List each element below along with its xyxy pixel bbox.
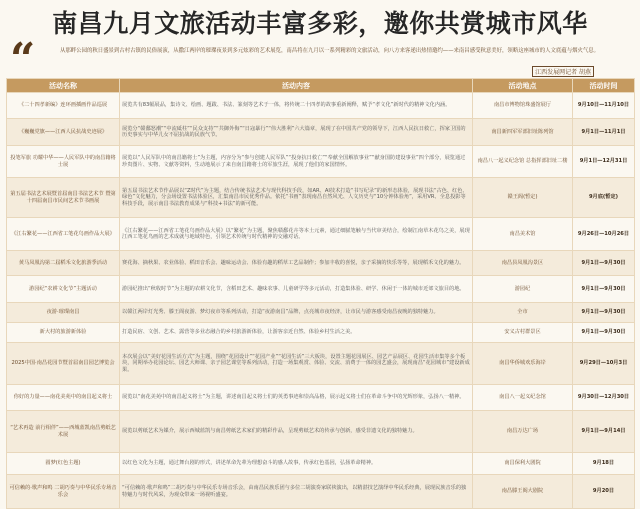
activity-content: 展览以“南花美苑中的南昌起义将士”为主题，讲述南昌起义将士们的英勇事迹和崇高品格，展示起义将士们在革命斗争中的光辉形象，弘扬八一精神。: [120, 385, 473, 411]
activity-time: 9月底(暂定): [573, 178, 635, 218]
activity-name: 夜游·璀璨南昌: [7, 303, 120, 323]
activity-name: 第五届书法艺术展暨首届南昌书法艺术节 暨第十四届南昌市民间艺术节书画展: [7, 178, 120, 218]
source-label: 江西发展网记者 胡燕: [532, 66, 594, 77]
activity-content: 《江右繁花——江西省工笔花鸟画作品大展》以“繁花”为主题，聚焦赣鄱花卉等本土元素，通过细腻笔触与当代审美结合，绘制江南草木花鸟之美，展现江西工笔花鸟画的艺术成就与地域特色，引领艺术传统与时代精神的交融对话。: [120, 218, 473, 251]
activity-content: 打造民宿、文创、艺术、露营等多业态融合的乡村旅游新体验，让游客亲近自然、体验乡村生活之美。: [120, 323, 473, 343]
quote-mark-icon: “: [10, 34, 36, 85]
activity-location: 南昌华侨城欢乐海岸: [473, 343, 573, 385]
table-row: [7, 453, 635, 475]
activity-name: 新大村的旅游新体验: [7, 323, 120, 343]
table-row: [7, 93, 635, 119]
activity-content: 赛花海、摘秋果、农业体验、稻田音乐会、趣味运动会、体验有趣的稻草工艺品制作；参加丰收的喜悦，亲子采摘的快乐等等，展现稻禾文化的魅力。: [120, 251, 473, 276]
table-row: [7, 251, 635, 276]
activity-location: 游园纪: [473, 276, 573, 303]
intro-text: 从那畔公园的秋日盛景到古村古镇的民俗展演，从撒江两岸的璀璨夜景到多元炫彩的艺术展览，南昌将在九月以一系列精彩的文旅活动，向八方来客递出热情邀约——来南昌感受秋意美好，领略这座城市的人文底蕴与烟火气息。: [60, 48, 600, 54]
header-name: 活动名称: [7, 79, 120, 93]
activity-time: 9月1日—11月1日: [573, 119, 635, 146]
activity-time: 9月1日—9月30日: [573, 276, 635, 303]
activity-name: 黄马凤凰沟第二届稻禾文化旅游季活动: [7, 251, 120, 276]
activity-time: 9月18日: [573, 453, 635, 475]
activity-name: 《江右繁花——江西省工笔花鸟画作品大展》: [7, 218, 120, 251]
activity-content: 游园纪推出“秋收时节”为主题的农耕文化节，含稻田艺术、趣味农事、儿童研学等多元活动，打造集体验、研学、休闲于一体的城市近郊文旅目的地。: [120, 276, 473, 303]
header-location: 活动地点: [473, 79, 573, 93]
activity-time: 9月26日—10月26日: [573, 218, 635, 251]
table-row: [7, 411, 635, 453]
activity-location: 南昌万达广场: [473, 411, 573, 453]
table-row: [7, 323, 635, 343]
activity-time: 9月10日—11月10日: [573, 93, 635, 119]
activity-location: 南昌八一起义纪念馆: [473, 385, 573, 411]
activity-time: 9月1日—9月30日: [573, 323, 635, 343]
table-row: [7, 475, 635, 509]
activity-name: 游园纪“农耕文化节”主题活动: [7, 276, 120, 303]
activity-location: 南昌新四军军部旧址陈列馆: [473, 119, 573, 146]
activity-content: 展览分“赣鄱怒潮”“中流砥柱”“民众支持”“共御外侮”“日寇暴行”“伟大胜利”六大篇章，展现了在中国共产党的领导下，江西人民抗日救亡，挥家卫国的历史事实与中华儿女不屈抗战的民族气节。: [120, 119, 473, 146]
activity-time: 9月1日—9月30日: [573, 251, 635, 276]
activity-name: 《二十四孝新编》连环画插画作品巡展: [7, 93, 120, 119]
activity-name: 2025中国·南昌花园节暨首届南昌园艺博览会: [7, 343, 120, 385]
header-content: 活动内容: [120, 79, 473, 93]
activity-name: “艺术再造 前行相伴”——西城蓝凯南昌剪纸艺术展: [7, 411, 120, 453]
table-row: [7, 343, 635, 385]
table-row: [7, 303, 635, 323]
activity-location: 安义古村群景区: [473, 323, 573, 343]
activity-time: 9月1日—9月14日: [573, 411, 635, 453]
activity-name: 你好的力量——南花美苑中的南昌起义将士: [7, 385, 120, 411]
activity-content: 展览以剪纸艺术为媒介，展示西城蓝凯与南昌剪纸艺术家们的精彩作品，呈现剪纸艺术的传承与创新，感受非遗文化的独特魅力。: [120, 411, 473, 453]
activity-time: 9月29日—10月3日: [573, 343, 635, 385]
activity-content: 以赣江两岸灯光秀、滕王阁夜游、梦幻夜市等系列活动，打造“夜游南昌”品牌，点亮城市夜经济，让市民与游客感受南昌夜晚的独特魅力。: [120, 303, 473, 323]
table-row: [7, 385, 635, 411]
table-header-row: [7, 79, 635, 93]
table-row: [7, 146, 635, 178]
activity-time: 9月1日—9月30日: [573, 303, 635, 323]
activity-content: 本次展会以“美好花园生活方式”为主题，围绕“花园设计”“花园产业”“花园生活”三大板块，设置主题花园展区、园艺产品展区、花园生活市集等多个板块，同期举办花园论坛、园艺大师课、亲子园艺课堂等系列活动，打造一场集观赏、体验、交流、消费于一体的园艺盛会，展现南昌“花园城市”建设新成果。: [120, 343, 473, 385]
activity-table: [6, 78, 635, 509]
activity-location: 南昌保利大剧院: [473, 453, 573, 475]
activity-name: 投笔军旅 功耀中华——人民军队中的南昌籍将士展: [7, 146, 120, 178]
header-time: 活动时间: [573, 79, 635, 93]
activity-time: 9月20日: [573, 475, 635, 509]
activity-location: 南昌市博物馆珠盛馆展厅: [473, 93, 573, 119]
table-row: [7, 218, 635, 251]
table-row: [7, 276, 635, 303]
page-title: 南昌九月文旅活动丰富多彩，邀你共赏城市风华: [52, 9, 588, 38]
activity-location: 南昌县凤凰沟景区: [473, 251, 573, 276]
activity-time: 9月1日—12月31日: [573, 146, 635, 178]
activity-content: 展览共有83幅展品，集诗文、绘画、题跋、书法、篆刻等艺术于一体，将传统二十四孝的故事重新阐释，赋予“孝文化”新时代的精神文化内涵。: [120, 93, 473, 119]
activity-location: 南昌滕王阁大剧院: [473, 475, 573, 509]
activity-time: 9月30日—12月30日: [573, 385, 635, 411]
activity-name: 可信赖的·歌声和鸣 二胡巧奏与中华民乐专场音乐会: [7, 475, 120, 509]
activity-content: 以红色文化为主题，通过舞台剧的形式，讲述革命先辈为理想奋斗的感人故事，传承红色基因，弘扬革命精神。: [120, 453, 473, 475]
activity-location: 南昌美术馆: [473, 218, 573, 251]
activity-content: 第五届书法艺术节作品展以“Z时代”为主题，结合传统书法艺术与现代科技手段，如AR、AI技术打造“书写纪录”的新形态体验，展现书法“古色、红色、绿色”文化魅力，分会场设置书法体验区，汇集南昌市民优秀作品。依托“书画”表现南昌自然风光、人文历史与“10分钟体验角”，采用VR、全息投影等科技手段，展示南昌书法教育成果与“科技+书法”的新可能。: [120, 178, 473, 218]
table-row: [7, 178, 635, 218]
activity-location: 赣王阁(暂定): [473, 178, 573, 218]
activity-content: 展览以“人民军队中的南昌籍将士”为主题，内容分为“参与创建人民军队”“投身抗日救亡”“奉献全国解放事业”“献身国防建设事业”四个部分，展览通过珍贵图片、实物、文献等资料，生动地展示了来自南昌籍将士的军旅生涯，展现了他们的家国情怀。: [120, 146, 473, 178]
intro-section: [10, 34, 624, 85]
activity-name: 《巍巍党旗——江西人民抗战史迹展》: [7, 119, 120, 146]
activity-content: “可信赖的·歌声和鸣”二胡巧奏与中华民乐专场音乐会，由南昌民族乐团与多位二胡演奏家联袂演出，以精湛技艺演绎中华民乐经典，展现民族音乐的独特魅力与时代风采，为观众带来一场视听盛宴。: [120, 475, 473, 509]
activity-location: 全市: [473, 303, 573, 323]
activity-location: 南昌八一起义纪念馆 总指挥部旧址二楼: [473, 146, 573, 178]
table-row: [7, 119, 635, 146]
activity-name: 圆梦(红色主题): [7, 453, 120, 475]
